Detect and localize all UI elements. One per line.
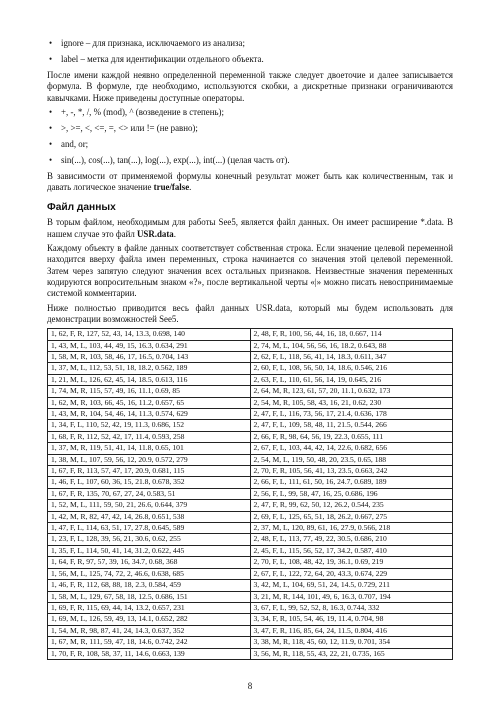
table-cell: 1, 64, F, R, 97, 57, 39, 16, 34.7, 0.68, 368 <box>48 557 251 568</box>
list-item <box>47 123 453 134</box>
list-item-text: ignore – для признака, исключаемого из анализа; <box>61 38 245 48</box>
data-table <box>47 328 453 660</box>
list-item <box>47 155 453 166</box>
table-row <box>48 329 453 340</box>
list-item-text: label – метка для идентификации отдельного объекта. <box>61 54 264 64</box>
table-cell: 1, 67, F, R, 113, 57, 47, 17, 20.9, 0.681, 115 <box>48 466 251 477</box>
table-cell: 2, 47, F, L, 116, 73, 56, 17, 21.4, 0.636, 178 <box>250 409 453 420</box>
table-cell: 1, 58, M, L, 129, 67, 58, 18, 12.5, 0.686, 151 <box>48 591 251 602</box>
table-row <box>48 397 453 408</box>
paragraph-result <box>47 171 453 194</box>
table-row <box>48 614 453 625</box>
table-row <box>48 431 453 442</box>
bold-term: true/false <box>153 182 190 193</box>
data-table-body <box>48 329 453 660</box>
table-cell: 2, 48, F, R, 100, 56, 44, 16, 18, 0.667, 114 <box>250 329 453 340</box>
table-row <box>48 374 453 385</box>
table-cell: 1, 58, M, R, 103, 58, 46, 17, 16.5, 0.704, 143 <box>48 351 251 362</box>
table-row <box>48 351 453 362</box>
table-cell: 1, 62, M, R, 103, 66, 45, 16, 11.2, 0.657, 65 <box>48 397 251 408</box>
table-row <box>48 545 453 556</box>
table-row <box>48 477 453 488</box>
list-item <box>47 54 453 65</box>
paragraph-text: . <box>173 228 176 239</box>
table-row <box>48 602 453 613</box>
table-cell: 1, 67, M, R, 111, 59, 47, 18, 14.6, 0.742, 242 <box>48 637 251 648</box>
table-cell: 1, 52, M, L, 111, 59, 50, 21, 26.6, 0.644, 379 <box>48 500 251 511</box>
table-cell: 1, 43, M, L, 103, 44, 49, 15, 16.3, 0.634, 291 <box>48 340 251 351</box>
table-cell: 2, 67, F, L, 103, 44, 42, 14, 22.6, 0.682, 656 <box>250 443 453 454</box>
bullet-icon: • <box>49 154 53 165</box>
table-cell: 1, 37, M, L, 112, 53, 51, 18, 18.2, 0.562, 189 <box>48 363 251 374</box>
table-row <box>48 340 453 351</box>
table-cell: 2, 45, F, L, 115, 56, 52, 17, 34.2, 0.587, 410 <box>250 545 453 556</box>
operators-list <box>47 107 453 166</box>
table-row <box>48 409 453 420</box>
table-row <box>48 648 453 659</box>
table-cell: 2, 48, F, L, 113, 77, 49, 22, 30.5, 0.686, 210 <box>250 534 453 545</box>
variable-type-list <box>47 38 453 65</box>
table-cell: 1, 35, F, L, 114, 50, 41, 14, 31.2, 0.622, 445 <box>48 545 251 556</box>
table-cell: 2, 70, F, R, 105, 56, 41, 13, 23.5, 0.663, 242 <box>250 466 453 477</box>
list-item <box>47 107 453 118</box>
table-cell: 2, 66, F, L, 111, 61, 50, 16, 24.7, 0.689, 189 <box>250 477 453 488</box>
table-cell: 1, 56, M, L, 125, 74, 72, 2, 46.6, 0.638, 685 <box>48 568 251 579</box>
table-cell: 3, 47, F, R, 116, 85, 64, 24, 11.5, 0.804, 416 <box>250 625 453 636</box>
table-row <box>48 454 453 465</box>
table-cell: 2, 69, F, L, 125, 65, 51, 18, 26.2, 0.667, 275 <box>250 511 453 522</box>
paragraph-data-rows: Каждому объекту в файле данных соответствует собственная строка. Если значение целевой переменной находится вверху файла имен переменных, строка начинается со значения этой целевой переменной. Затем через запятую следуют значения всех остальных признаков. Неизвестные значения переменных кодируются вопросительным знаком «?», после вертикальной черты «|» можно писать невоспринимаемые системой комментарии. <box>47 243 453 299</box>
table-cell: 2, 54, M, R, 105, 58, 43, 16, 21, 0.62, 230 <box>250 397 453 408</box>
page-number: 8 <box>247 681 253 691</box>
table-cell: 1, 68, F, R, 112, 52, 42, 17, 11.4, 0.593, 258 <box>48 431 251 442</box>
section-heading: Файл данных <box>47 202 116 214</box>
table-cell: 2, 47, F, L, 109, 58, 48, 11, 21.5, 0.544, 266 <box>250 420 453 431</box>
bullet-icon: • <box>49 106 53 117</box>
bold-term: USR.data <box>136 228 174 239</box>
paragraph-text: В зависимости от применяемой формулы конечный результат может быть как количественным, так и давать логическое значение <box>47 170 453 193</box>
table-cell: 2, 60, F, L, 108, 56, 50, 14, 18.6, 0.546, 216 <box>250 363 453 374</box>
table-row <box>48 591 453 602</box>
paragraph-text: . <box>189 182 192 193</box>
table-cell: 2, 63, F, L, 110, 61, 56, 14, 19, 0.645, 216 <box>250 374 453 385</box>
table-cell: 1, 69, M, L, 126, 59, 49, 13, 14.1, 0.652, 282 <box>48 614 251 625</box>
table-cell: 2, 66, F, R, 98, 64, 56, 19, 22.3, 0.655, 111 <box>250 431 453 442</box>
table-cell: 2, 54, M, L, 119, 50, 48, 20, 23.5, 0.65, 188 <box>250 454 453 465</box>
bullet-icon: • <box>49 138 53 149</box>
table-cell: 2, 47, F, R, 99, 62, 50, 12, 26.2, 0.544, 235 <box>250 500 453 511</box>
table-row <box>48 386 453 397</box>
table-cell: 1, 74, M, R, 115, 57, 49, 16, 11.1, 0.69, 85 <box>48 386 251 397</box>
list-item-text: and, or; <box>61 138 89 149</box>
table-cell: 1, 67, F, R, 135, 70, 67, 27, 24, 0.583, 51 <box>48 488 251 499</box>
table-cell: 1, 43, M, R, 104, 54, 46, 14, 11.3, 0.574, 629 <box>48 409 251 420</box>
paragraph-data-file <box>47 217 453 240</box>
table-row <box>48 557 453 568</box>
table-cell: 2, 67, F, L, 122, 72, 64, 20, 43.3, 0.674, 229 <box>250 568 453 579</box>
table-cell: 1, 54, M, R, 98, 87, 41, 24, 14.3, 0.637, 352 <box>48 625 251 636</box>
table-cell: 1, 46, F, R, 112, 68, 88, 18, 2.3, 0.584, 459 <box>48 580 251 591</box>
table-cell: 2, 64, M, R, 123, 61, 57, 20, 11.1, 0.632, 173 <box>250 386 453 397</box>
table-cell: 3, 38, M, R, 118, 45, 60, 12, 11.9, 0.701, 354 <box>250 637 453 648</box>
table-cell: 2, 37, M, L, 120, 89, 61, 16, 27.9, 0.566, 218 <box>250 523 453 534</box>
table-cell: 2, 74, M, L, 104, 56, 56, 16, 18.2, 0.643, 88 <box>250 340 453 351</box>
table-row <box>48 637 453 648</box>
table-row <box>48 466 453 477</box>
list-item-text: sin(...), cos(...), tan(...), log(...), exp(...), int(...) (целая часть от). <box>61 154 290 165</box>
table-cell: 1, 42, M, R, 82, 47, 42, 14, 26.8, 0.651, 538 <box>48 511 251 522</box>
table-cell: 1, 69, F, R, 115, 69, 44, 14, 13.2, 0.657, 231 <box>48 602 251 613</box>
bullet-icon: • <box>49 38 53 48</box>
table-cell: 1, 37, M, R, 119, 51, 41, 14, 11.8, 0.65, 101 <box>48 443 251 454</box>
table-cell: 1, 38, M, L, 107, 59, 56, 12, 20.9, 0.572, 279 <box>48 454 251 465</box>
table-cell: 2, 62, F, L, 118, 56, 41, 14, 18.3, 0.611, 347 <box>250 351 453 362</box>
table-cell: 1, 34, F, L, 110, 52, 42, 19, 11.3, 0.686, 152 <box>48 420 251 431</box>
table-row <box>48 568 453 579</box>
table-row <box>48 420 453 431</box>
list-item-text: +, -, *, /, % (mod), ^ (возведение в степень); <box>61 106 224 117</box>
table-cell: 3, 21, M, R, 144, 101, 49, 6, 16.3, 0.707, 194 <box>250 591 453 602</box>
paragraph-data-listing: Ниже полностью приводится весь файл данных USR.data, который мы будем использовать для демонстрации возможностей See5. <box>47 302 453 324</box>
table-cell: 3, 34, F, R, 105, 54, 46, 19, 11.4, 0.704, 98 <box>250 614 453 625</box>
list-item <box>47 139 453 150</box>
table-row <box>48 625 453 636</box>
table-cell: 1, 70, F, R, 108, 58, 37, 11, 14.6, 0.663, 139 <box>48 648 251 659</box>
paragraph-text: В торым файлом, необходимым для работы See5, является файл данных. Он имеет расширение *.data. В нашем случае это файл <box>47 217 453 239</box>
table-cell: 1, 21, M, L, 126, 62, 45, 14, 18.5, 0.613, 116 <box>48 374 251 385</box>
table-row <box>48 523 453 534</box>
table-row <box>48 488 453 499</box>
paragraph-formula-intro: После имени каждой неявно определенной переменной также следует двоеточие и далее записывается формула. В формуле, где необходимо, используются скобки, а дискретные признаки ограничиваются кавычками. Ниже приведены доступные операторы. <box>47 70 453 103</box>
table-row <box>48 534 453 545</box>
table-cell: 1, 46, F, L, 107, 60, 36, 15, 21.8, 0.678, 352 <box>48 477 251 488</box>
bullet-icon: • <box>49 54 53 64</box>
list-item <box>47 38 453 49</box>
table-cell: 3, 67, F, L, 99, 52, 52, 8, 16.3, 0.744, 332 <box>250 602 453 613</box>
table-row <box>48 500 453 511</box>
table-cell: 2, 56, F, L, 99, 58, 47, 16, 25, 0.686, 196 <box>250 488 453 499</box>
bullet-icon: • <box>49 122 53 133</box>
table-cell: 3, 42, M, L, 104, 69, 51, 24, 14.5, 0.729, 211 <box>250 580 453 591</box>
table-row <box>48 511 453 522</box>
table-cell: 1, 23, F, L, 128, 39, 56, 21, 30.6, 0.62, 255 <box>48 534 251 545</box>
table-cell: 1, 62, F, R, 127, 52, 43, 14, 13.3, 0.698, 140 <box>48 329 251 340</box>
table-row <box>48 580 453 591</box>
table-cell: 3, 56, M, R, 118, 55, 43, 22, 21, 0.735, 165 <box>250 648 453 659</box>
table-cell: 1, 47, F, L, 114, 63, 51, 17, 27.8, 0.645, 589 <box>48 523 251 534</box>
list-item-text: >, >=, <, <=, =, <> или != (не равно); <box>61 122 198 133</box>
table-row <box>48 443 453 454</box>
table-cell: 2, 70, F, L, 108, 48, 42, 19, 36.1, 0.69, 219 <box>250 557 453 568</box>
table-row <box>48 363 453 374</box>
